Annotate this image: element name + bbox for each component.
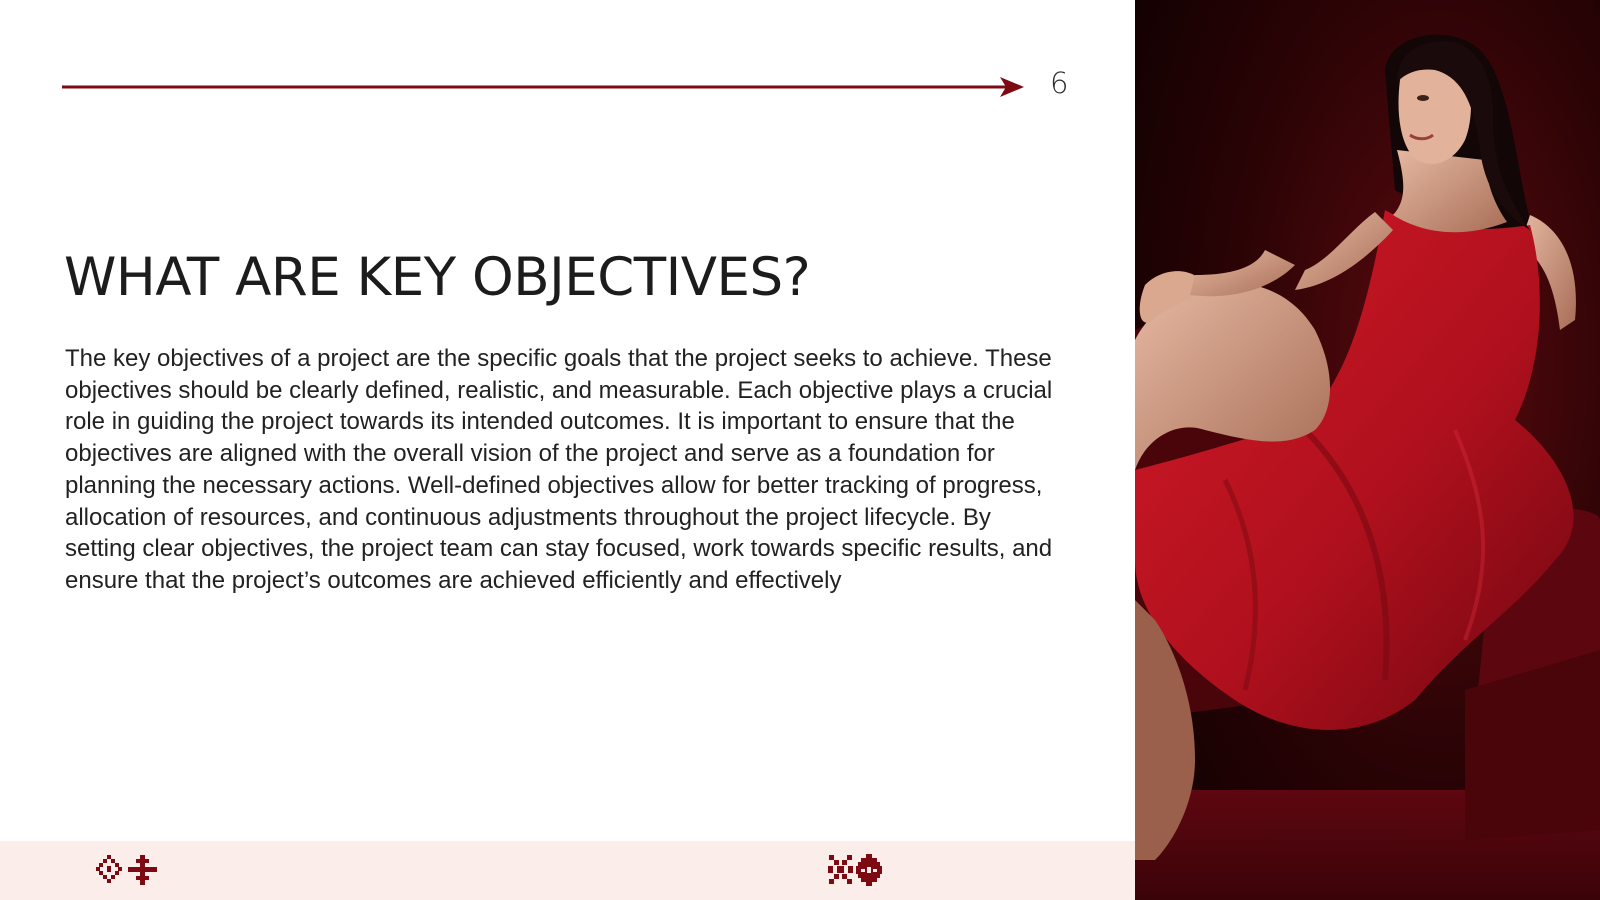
body-text: The key objectives of a project are the specific goals that the project seeks to achieve. These objectives should be clearly defined, realistic, and measurable. Each objective plays a crucial role in guiding the project towards its intended outcomes. It is important to ensure that the objectives are aligned with the overall vision of the project and serve as a foundation for planning the necessary actions. Well-defined objectives allow for better tracking of progress, allocation of resources, and continuous adjustments throughout the project lifecycle. By setting clear objectives, the project team can stay focused, work towards specific results, and ensure that the project’s outcomes are achieved efficiently and effectively: [65, 345, 1053, 594]
arrow-right-icon: [62, 70, 1024, 106]
folk-ornament-icon: [96, 853, 158, 887]
page-title: WHAT ARE KEY OBJECTIVES?: [64, 247, 811, 308]
page-number: 6: [1050, 66, 1069, 100]
footer-band: [0, 841, 1135, 900]
woman-in-red-dress-photo: [1135, 0, 1600, 900]
folk-ornament-icon: [828, 853, 886, 887]
